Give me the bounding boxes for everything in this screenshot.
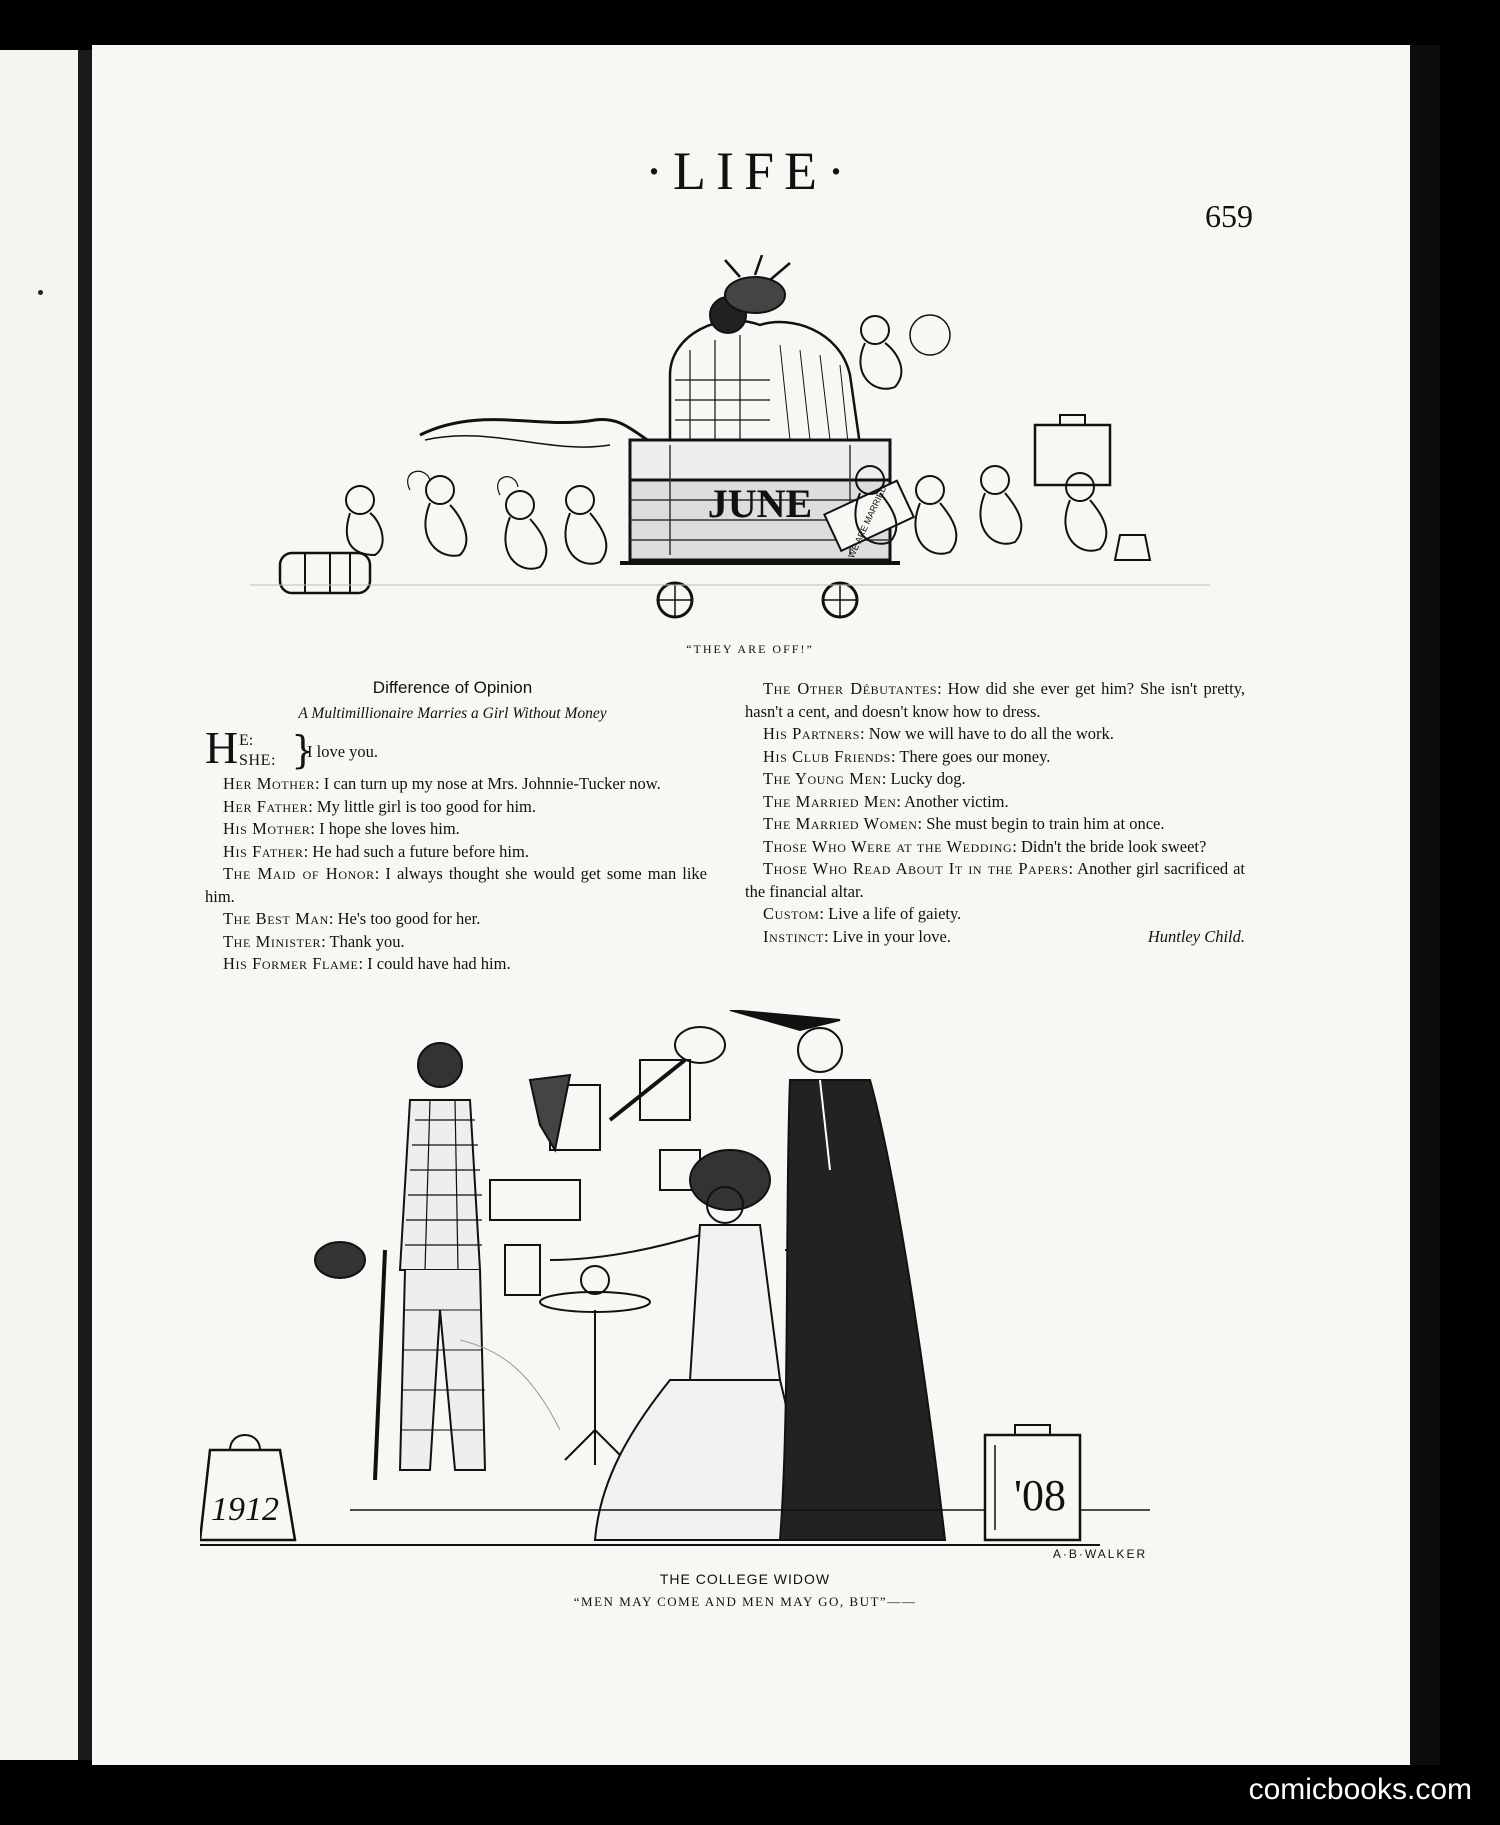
brace-mark: } <box>291 728 316 772</box>
speech: : Lucky dog. <box>881 769 966 788</box>
speaker: His Club Friends <box>763 746 891 766</box>
college-widow-illustration <box>200 1010 1240 1565</box>
site-watermark: comicbooks.com <box>1248 1773 1472 1806</box>
speech: : He had such a future before him. <box>303 841 529 861</box>
speech: : Another victim. <box>896 791 1009 811</box>
left-column <box>205 773 707 976</box>
speaker: His Former Flame <box>223 954 359 973</box>
speaker: The Maid of Honor <box>223 864 375 883</box>
speaker: Her Mother <box>223 774 316 793</box>
speech: : He's too good for her. <box>328 909 481 928</box>
margin-mark <box>38 290 43 295</box>
speech: : Live a life of gaiety. <box>819 904 962 923</box>
article-subtitle: A Multimillionaire Marries a Girl Without Money <box>298 705 607 722</box>
speaker: The Minister <box>223 931 322 951</box>
trunk-label: JUNE <box>707 481 813 526</box>
speech: : How did she ever get him? She isn't pretty, hasn't a cent, and doesn't know how to dress. <box>745 679 1245 721</box>
masthead: ·LIFE· <box>645 141 855 201</box>
speech: : I hope she loves him. <box>310 819 460 838</box>
speaker: His Mother <box>223 819 311 838</box>
married-sign: WE ARE MARRIED <box>846 483 889 560</box>
speaker: His Father <box>223 841 304 861</box>
speech: : I always thought she would get some man like him. <box>205 864 707 906</box>
he-label: E: <box>239 732 254 749</box>
speech: : Live in your love. <box>823 926 951 946</box>
speaker: The Young Men <box>763 769 882 788</box>
speaker: The Married Women <box>763 814 918 833</box>
cartoon-title: THE COLLEGE WIDOW <box>659 1571 831 1587</box>
speech: : Another girl sacrificed at the financial altar. <box>745 859 1246 901</box>
speech: : There goes our money. <box>890 746 1051 766</box>
artist-signature: A·B·WALKER <box>1052 1547 1148 1561</box>
right-column <box>745 678 1245 948</box>
speech: : Thank you. <box>321 931 405 951</box>
speaker: The Other Débutantes <box>763 679 938 698</box>
speaker: Those Who Were at the Wedding <box>763 836 1013 856</box>
right-page-edge <box>1410 45 1440 1765</box>
speaker: The Best Man <box>223 909 329 928</box>
speaker: His Partners <box>763 724 861 743</box>
speech: : My little girl is too good for him. <box>308 796 537 816</box>
book-gutter <box>78 50 92 1760</box>
she-label: SHE: <box>239 752 277 769</box>
speech: : Didn't the bride look sweet? <box>1012 836 1207 856</box>
bag-label-1912: 1912 <box>211 1491 279 1528</box>
author-signature: Huntley Child. <box>1147 926 1245 946</box>
speaker: The Married Men <box>763 791 897 811</box>
opening-line: I love you. <box>307 742 379 761</box>
page-number: 659 <box>1205 198 1253 234</box>
suitcase-label-08: '08 <box>1014 1471 1066 1520</box>
speaker: Instinct <box>763 926 824 946</box>
speech: : Now we will have to do all the work. <box>860 724 1114 743</box>
speaker: Those Who Read About It in the Papers <box>763 859 1069 878</box>
june-cupids-illustration <box>250 255 1220 620</box>
speech: : I could have had him. <box>358 954 511 973</box>
opening-dialogue <box>205 722 465 778</box>
speech: : I can turn up my nose at Mrs. Johnnie-Tucker now. <box>315 774 661 793</box>
speech: : She must begin to train him at once. <box>917 814 1165 833</box>
cartoon-caption: “MEN MAY COME AND MEN MAY GO, BUT”—— <box>573 1594 917 1609</box>
article-title: Difference of Opinion <box>372 678 533 697</box>
speaker: Custom <box>763 904 820 923</box>
top-illustration-caption: “THEY ARE OFF!” <box>686 642 814 656</box>
left-page-margin <box>0 50 78 1760</box>
speaker: Her Father <box>223 796 309 816</box>
drop-cap: H <box>205 722 239 773</box>
